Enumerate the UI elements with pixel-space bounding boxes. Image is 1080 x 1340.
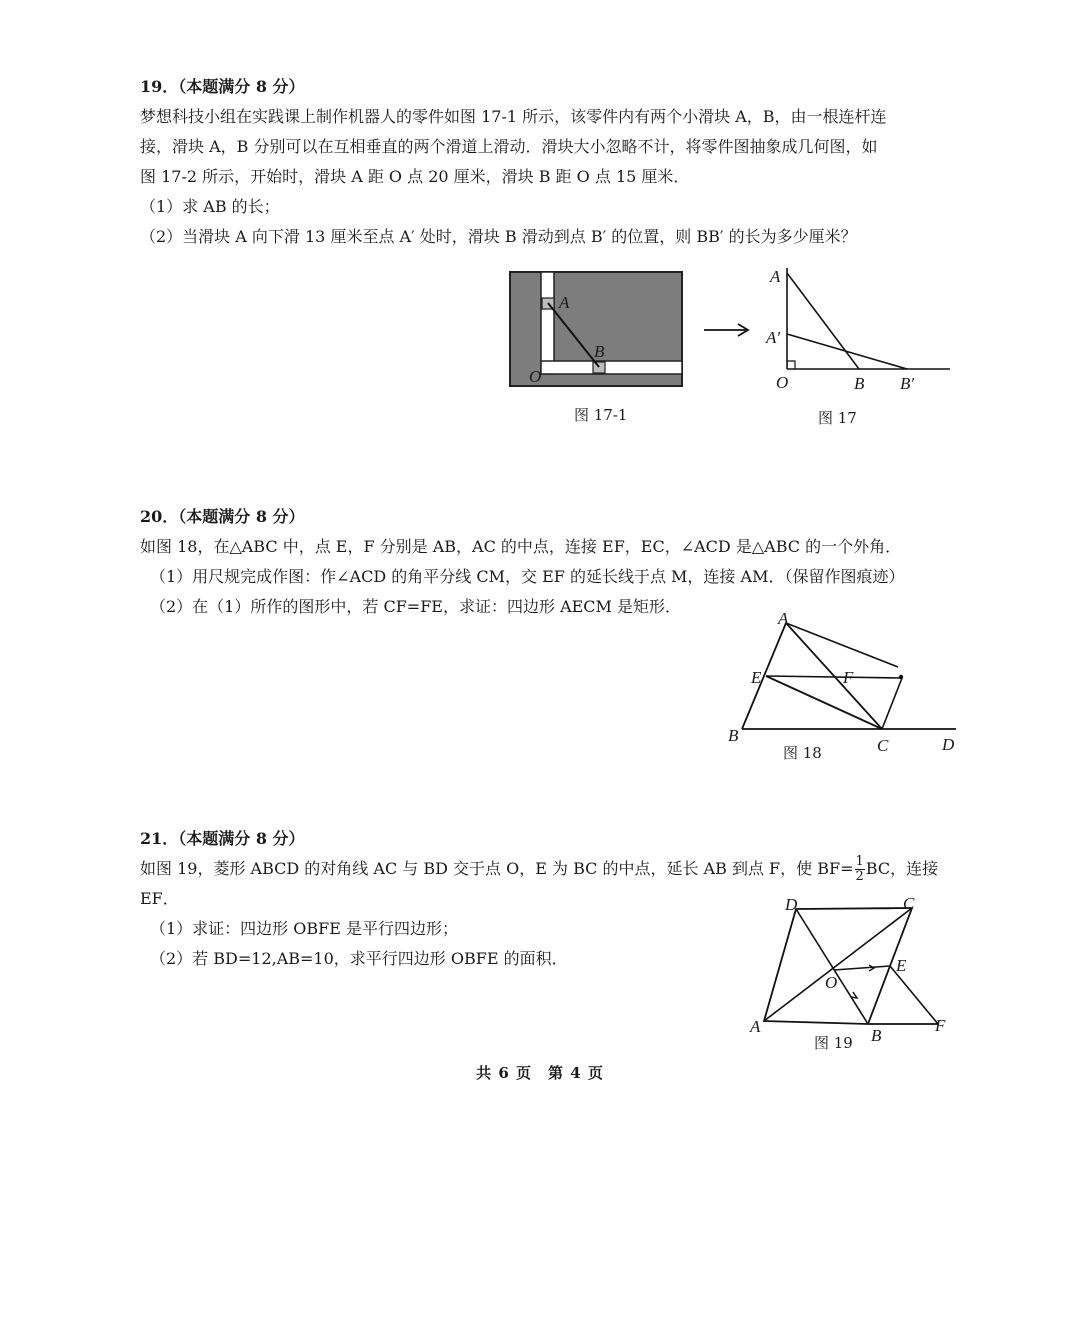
fraction-numerator: 1 bbox=[855, 854, 864, 869]
q20-intro: 如图 18，在△ABC 中，点 E，F 分别是 AB，AC 的中点，连接 EF，EC，∠ACD 是△ABC 的一个外角． bbox=[140, 537, 902, 556]
figure-17-1 bbox=[508, 270, 686, 430]
segment-ab bbox=[787, 273, 859, 369]
arrow-icon bbox=[702, 320, 752, 340]
figure-17-1-caption: 图 17-1 bbox=[574, 406, 628, 424]
q19-line-3: 图 17-2 所示，开始时，滑块 A 距 O 点 20 厘米，滑块 B 距 O 点 15 厘米． bbox=[140, 167, 690, 186]
label-b: B bbox=[871, 1026, 882, 1045]
label-b: B bbox=[594, 342, 605, 361]
label-a: A bbox=[750, 1017, 761, 1036]
label-e: E bbox=[751, 668, 762, 687]
question-20 bbox=[140, 502, 940, 622]
question-19 bbox=[140, 72, 940, 252]
q21-part-1: （1）求证：四边形 OBFE 是平行四边形； bbox=[150, 919, 459, 938]
diagonal-bd bbox=[796, 909, 868, 1024]
label-b: B bbox=[728, 726, 739, 745]
label-a: A bbox=[559, 293, 570, 312]
parallel-mark-ob bbox=[851, 992, 857, 998]
slot-corner bbox=[543, 362, 552, 372]
label-d: D bbox=[785, 895, 798, 914]
slider-b bbox=[593, 362, 605, 373]
q20-part-1: （1）用尺规完成作图：作∠ACD 的角平分线 CM，交 EF 的延长线于点 M，连接 AM．（保留作图痕迹） bbox=[150, 567, 905, 586]
label-o: O bbox=[529, 367, 542, 386]
q21-header: 21．（本题满分 8 分） bbox=[140, 829, 305, 848]
label-a: A bbox=[778, 609, 789, 628]
figure-18 bbox=[720, 605, 980, 770]
label-f: F bbox=[843, 668, 854, 687]
figure-19-caption: 图 19 bbox=[814, 1034, 853, 1052]
label-c: C bbox=[877, 736, 889, 755]
q21-intro-a: 如图 19，菱形 ABCD 的对角线 AC 与 BD 交于点 O，E 为 BC 的中点，延长 AB 到点 F，使 BF= bbox=[140, 859, 854, 878]
q21-intro bbox=[140, 854, 940, 884]
label-d: D bbox=[942, 735, 955, 754]
label-b: B bbox=[854, 374, 865, 393]
q19-part-1: （1）求 AB 的长； bbox=[140, 197, 280, 216]
figure-17 bbox=[760, 258, 960, 428]
q20-header: 20．（本题满分 8 分） bbox=[140, 507, 305, 526]
figure-17-caption: 图 17 bbox=[818, 409, 857, 427]
label-o: O bbox=[776, 373, 789, 392]
segment-ef-extended bbox=[766, 676, 900, 678]
q19-line-1: 梦想科技小组在实践课上制作机器人的零件如图 17-1 所示，该零件内有两个小滑块 A，B，由一根连杆连 bbox=[140, 107, 887, 126]
segment-ec bbox=[766, 676, 882, 729]
q21-intro-b: BC，连接 bbox=[865, 859, 939, 878]
construction-am bbox=[786, 623, 898, 667]
q19-header: 19．（本题满分 8 分） bbox=[140, 77, 305, 96]
fraction-denominator: 2 bbox=[855, 869, 864, 884]
one-half-fraction bbox=[855, 855, 865, 884]
label-a-prime: A′ bbox=[766, 328, 781, 347]
page-number-footer: 共 6 页 第 4 页 bbox=[476, 1064, 604, 1082]
point-m-mark bbox=[899, 675, 903, 679]
q20-part-2: （2）在（1）所作的图形中，若 CF=FE，求证：四边形 AECM 是矩形． bbox=[150, 597, 682, 616]
construction-cm bbox=[882, 678, 902, 729]
label-e: E bbox=[896, 956, 907, 975]
right-angle-mark bbox=[787, 361, 795, 369]
segment-oe bbox=[834, 966, 890, 970]
horizontal-slot bbox=[541, 361, 682, 374]
figure-19 bbox=[745, 893, 960, 1058]
segment-a1b1 bbox=[787, 334, 907, 369]
q21-intro-c: EF． bbox=[140, 889, 179, 908]
label-o: O bbox=[825, 973, 838, 992]
label-a: A bbox=[770, 267, 781, 286]
q19-line-2: 接，滑块 A，B 分别可以在互相垂直的两个滑道上滑动．滑块大小忽略不计，将零件图抽象成几何图，如 bbox=[140, 137, 878, 156]
label-b-prime: B′ bbox=[900, 374, 915, 393]
figure-18-caption: 图 18 bbox=[783, 744, 822, 762]
vertical-slot bbox=[541, 272, 554, 374]
q21-part-2: （2）若 BD=12,AB=10，求平行四边形 OBFE 的面积． bbox=[150, 949, 568, 968]
label-f: F bbox=[935, 1016, 946, 1035]
label-c: C bbox=[903, 894, 915, 913]
q19-part-2: （2）当滑块 A 向下滑 13 厘米至点 A′ 处时，滑块 B 滑动到点 B′ 的位置，则 BB′ 的长为多少厘米？ bbox=[140, 227, 857, 246]
